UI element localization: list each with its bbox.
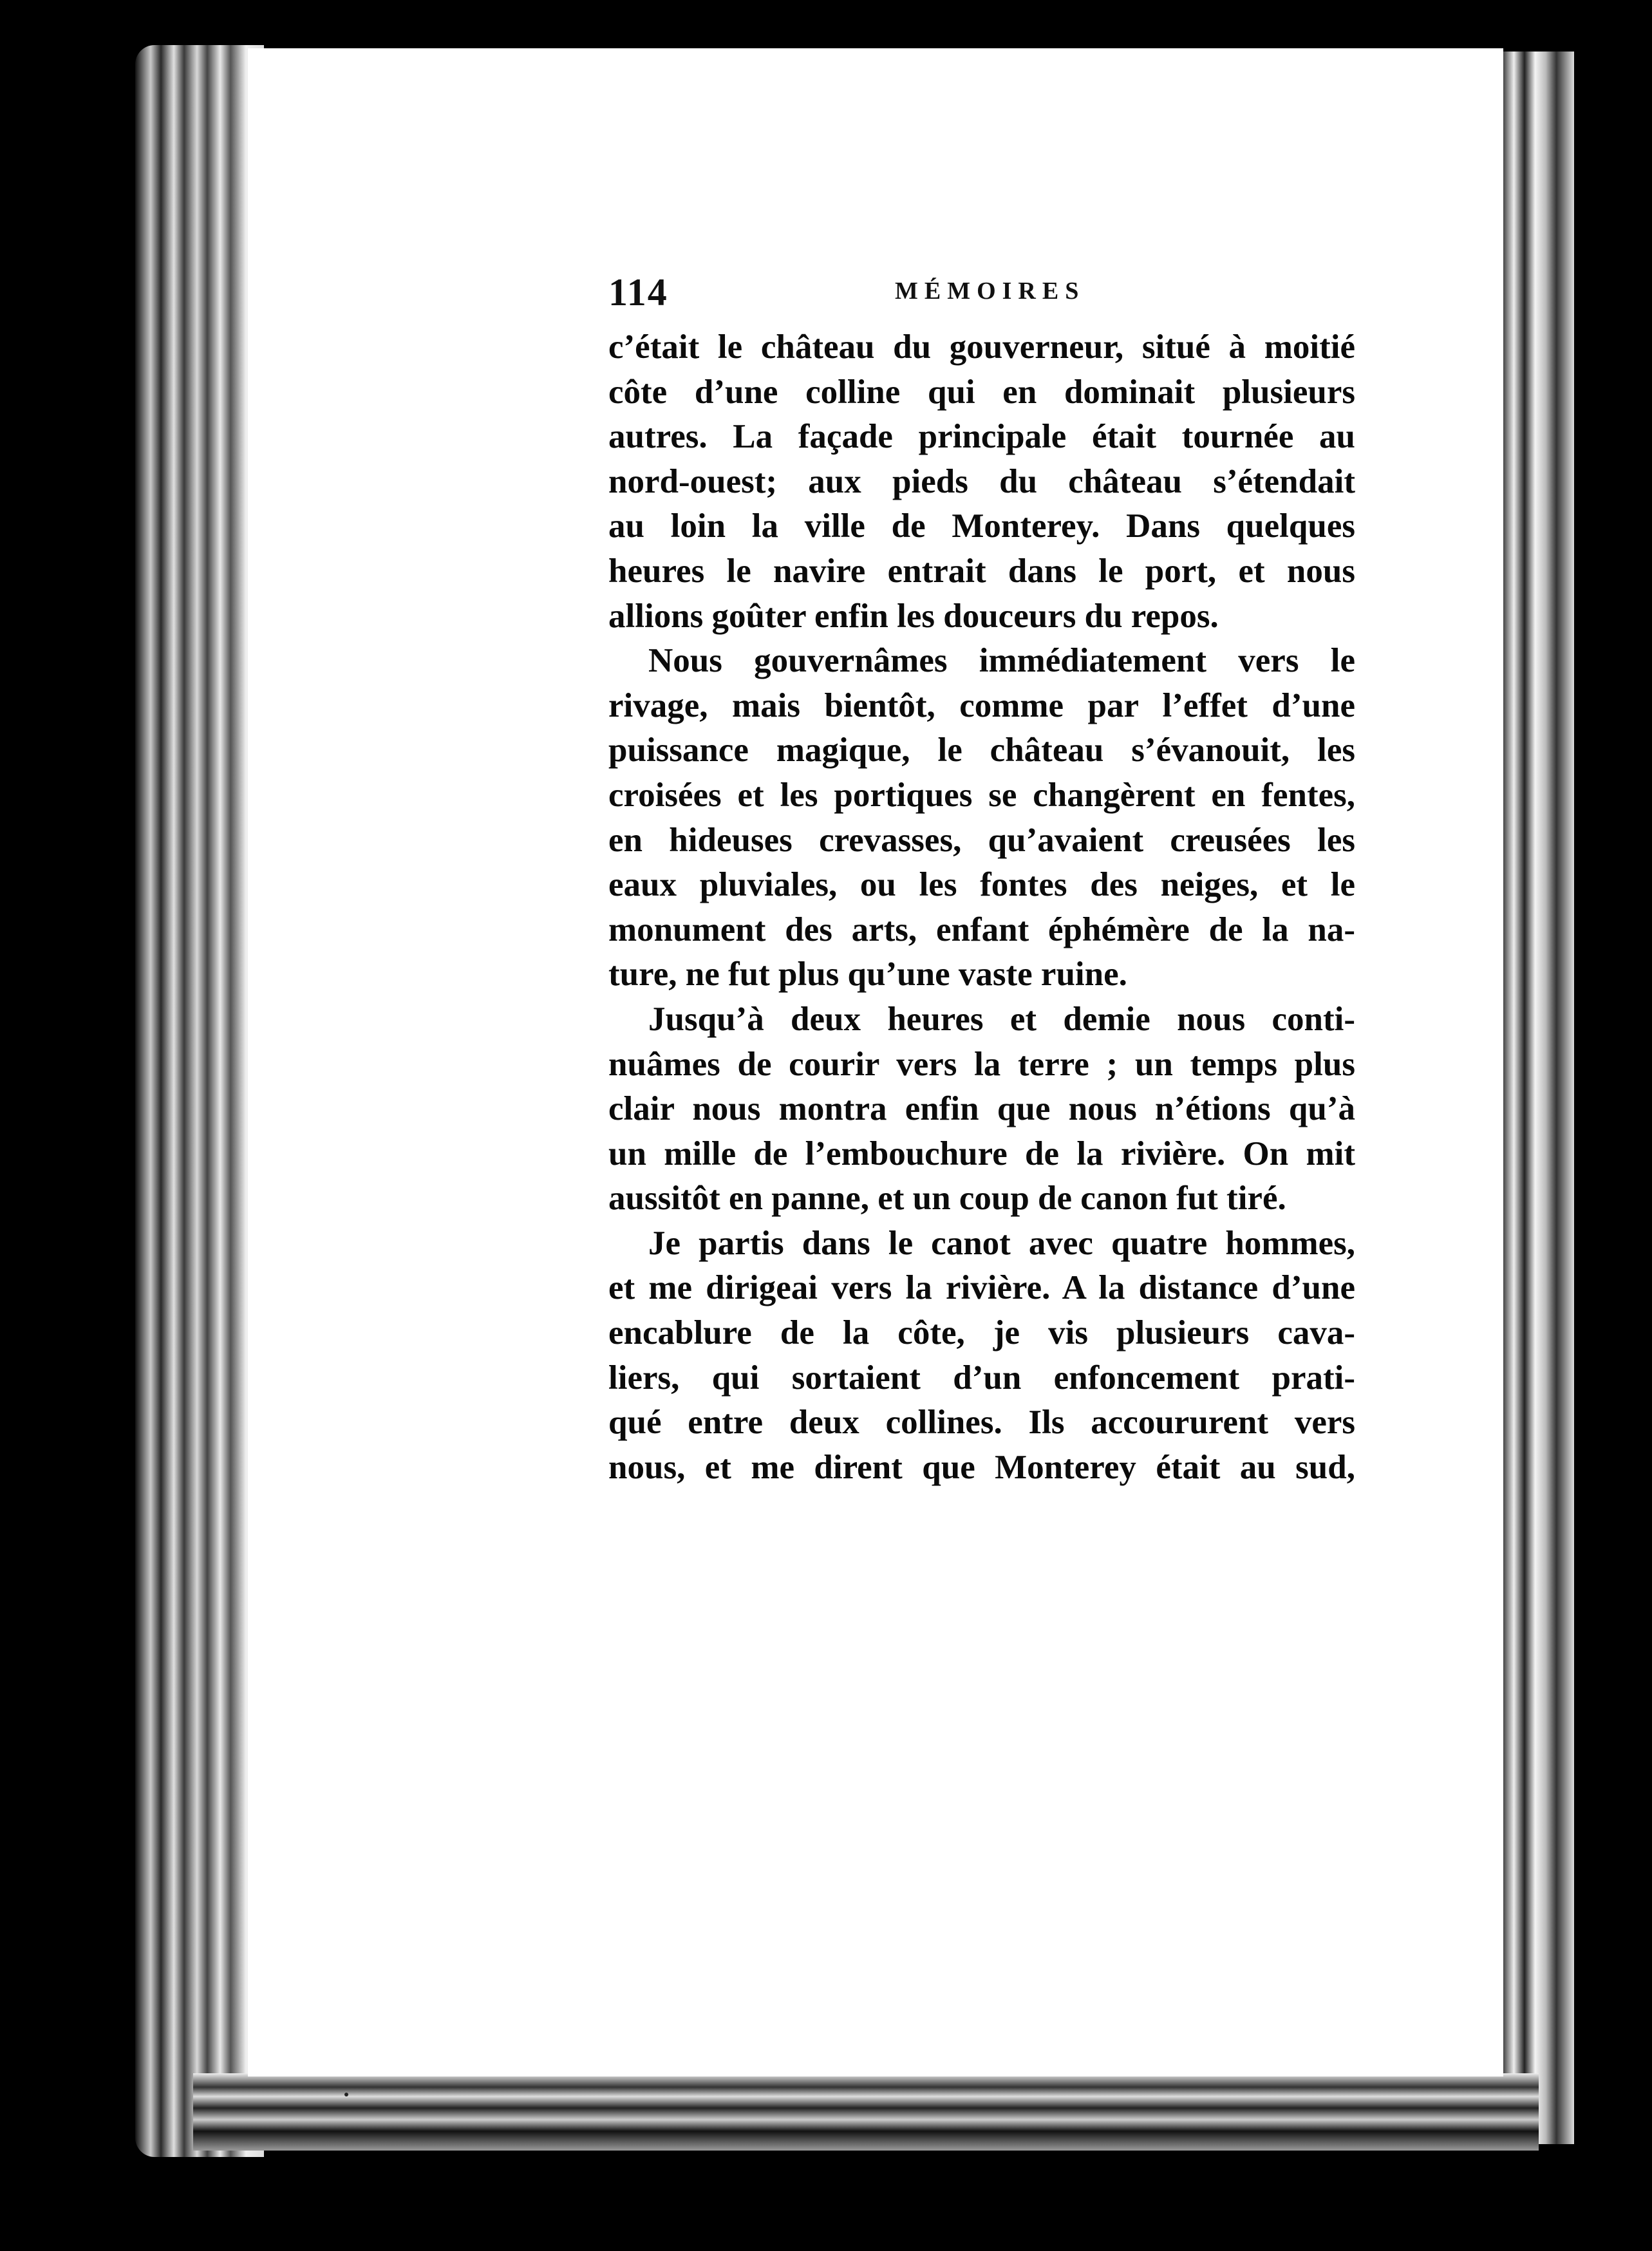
- text-line: monument des arts, enfant éphémère de la na-: [608, 910, 1355, 948]
- text-line: liers, qui sortaient d’un enfoncement prati-: [608, 1359, 1355, 1397]
- page-number: 114: [608, 271, 668, 314]
- ink-speck: [344, 2093, 348, 2096]
- text-line: encablure de la côte, je vis plusieurs cava-: [608, 1314, 1355, 1352]
- paragraph-start-line: Nous gouvernâmes immédiatement vers le: [648, 642, 1355, 680]
- text-line: nuâmes de courir vers la terre ; un temps plus: [608, 1045, 1355, 1083]
- text-line: aussitôt en panne, et un coup de canon fut tiré.: [608, 1180, 1286, 1218]
- running-head: MÉMOIRES: [895, 278, 1085, 305]
- book-page-edges-right: [1503, 52, 1574, 2144]
- text-line: nous, et me dirent que Monterey était au sud,: [608, 1448, 1355, 1486]
- text-line: rivage, mais bientôt, comme par l’effet d’une: [608, 686, 1355, 724]
- text-line: côte d’une colline qui en dominait plusieurs: [608, 373, 1355, 411]
- book-page-edges-bottom: [193, 2073, 1539, 2151]
- text-line: allions goûter enfin les douceurs du repos.: [608, 597, 1219, 635]
- book-page-edges-left: [135, 45, 264, 2157]
- text-line: heures le navire entrait dans le port, et nous: [608, 552, 1355, 590]
- text-line: au loin la ville de Monterey. Dans quelques: [608, 507, 1355, 545]
- text-line: puissance magique, le château s’évanouit, les: [608, 731, 1355, 769]
- text-line: c’était le château du gouverneur, situé à moitié: [608, 328, 1355, 366]
- text-line: et me dirigeai vers la rivière. A la distance d’une: [608, 1269, 1355, 1307]
- text-line: croisées et les portiques se changèrent en fentes,: [608, 776, 1355, 814]
- text-line: eaux pluviales, ou les fontes des neiges, et le: [608, 866, 1355, 904]
- text-line: nord-ouest; aux pieds du château s’étendait: [608, 462, 1355, 500]
- paragraph-start-line: Je partis dans le canot avec quatre hommes,: [648, 1224, 1355, 1262]
- text-line: en hideuses crevasses, qu’avaient creusées les: [608, 821, 1355, 859]
- text-line: ture, ne fut plus qu’une vaste ruine.: [608, 956, 1127, 994]
- text-line: clair nous montra enfin que nous n’étions qu’à: [608, 1090, 1355, 1128]
- page-header: [608, 270, 1355, 314]
- text-line: autres. La façade principale était tournée au: [608, 418, 1355, 456]
- paragraph-start-line: Jusqu’à deux heures et demie nous conti-: [648, 1000, 1355, 1038]
- text-line: qué entre deux collines. Ils accoururent vers: [608, 1404, 1355, 1442]
- body-text: [608, 325, 1355, 1490]
- text-line: un mille de l’embouchure de la rivière. On mit: [608, 1135, 1355, 1173]
